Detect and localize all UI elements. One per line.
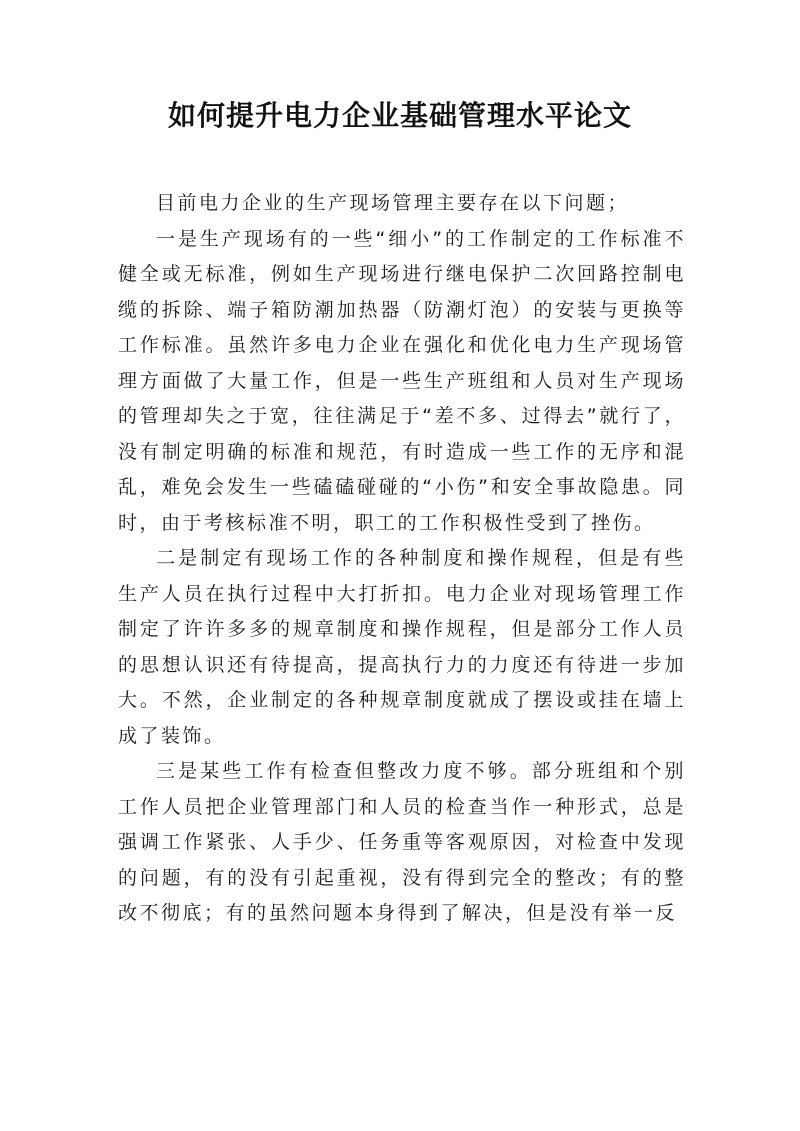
paragraph-problem-two: 二是制定有现场工作的各种制度和操作规程，但是有些生产人员在执行过程中大打折扣。电力企业对现场管理工作制定了许许多多的规章制度和操作规程，但是部分工作人员的思想认识还有待提高，提高执行力的力度还有待进一步加大。不然，企业制定的各种规章制度就成了摆设或挂在墙上成了装饰。	[118, 547, 686, 747]
paragraph-problem-three: 三是某些工作有检查但整改力度不够。部分班组和个别工作人员把企业管理部门和人员的检查当作一种形式，总是强调工作紧张、人手少、任务重等客观原因，对检查中发现的问题，有的没有引起重视，没有得到完全的整改；有的整改不彻底；有的虽然问题本身得到了解决，但是没有举一反	[118, 760, 686, 924]
paragraph-intro: 目前电力企业的生产现场管理主要存在以下问题；	[156, 192, 630, 214]
document-title: 如何提升电力企业基础管理水平论文	[167, 99, 632, 132]
paragraph-problem-one: 一是生产现场有的一些“细小”的工作制定的工作标准不健全或无标准，例如生产现场进行继电保护二次回路控制电缆的拆除、端子箱防潮加热器（防潮灯泡）的安装与更换等工作标准。虽然许多电力企业在强化和优化电力生产现场管理方面做了大量工作，但是一些生产班组和人员对生产现场的管理却失之于宽，往往满足于“差不多、过得去”就行了，没有制定明确的标准和规范，有时造成一些工作的无序和混乱，难免会发生一些磕磕碰碰的“小伤”和安全事故隐患。同时，由于考核标准不明，职工的工作积极性受到了挫伤。	[118, 227, 686, 534]
document-body	[118, 186, 686, 932]
